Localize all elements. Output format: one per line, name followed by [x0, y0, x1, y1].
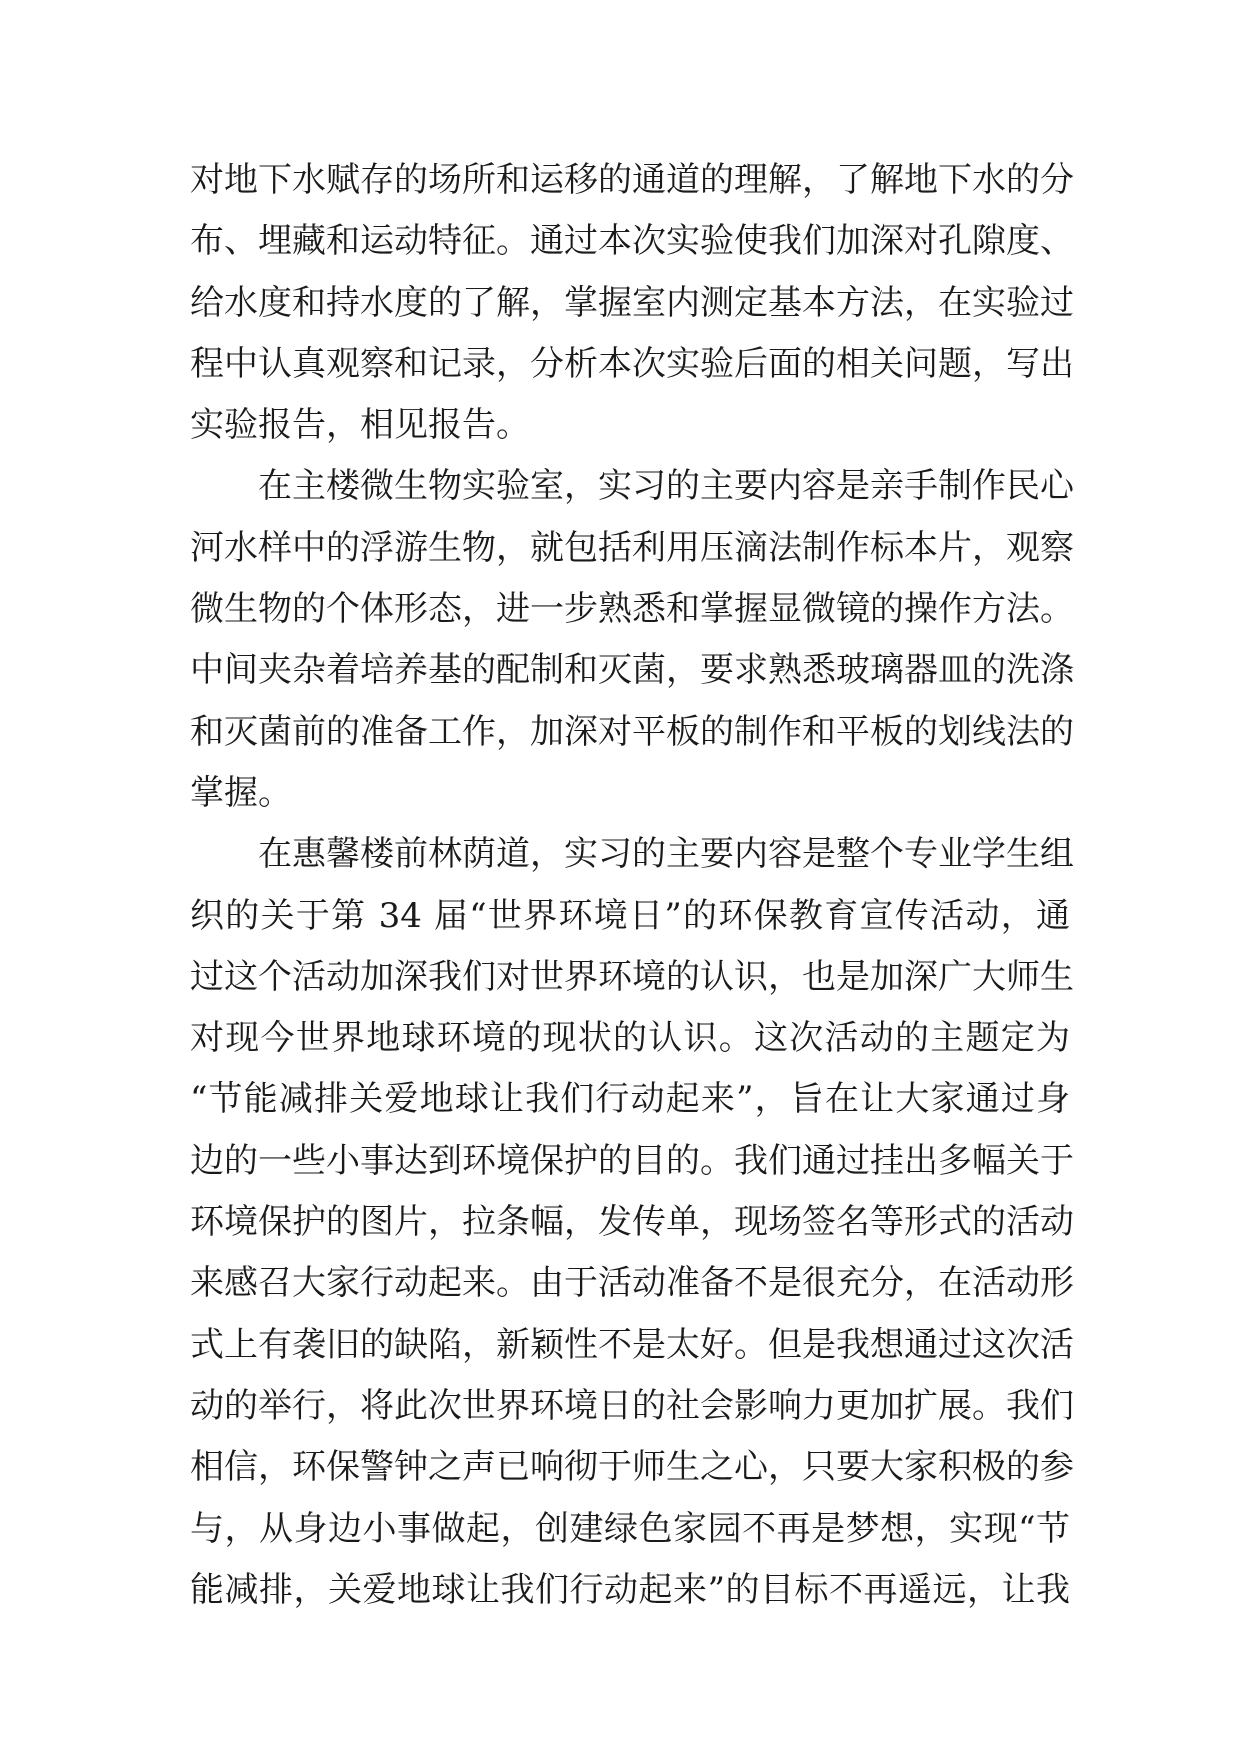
text-line: 边的一些小事达到环境保护的目的。我们通过挂出多幅关于	[190, 1140, 1074, 1181]
text-line: 中间夹杂着培养基的配制和灭菌，要求熟悉玻璃器皿的洗涤	[190, 650, 1074, 691]
text-line: 河水样中的浮游生物，就包括利用压滴法制作标本片，观察	[190, 527, 1074, 568]
text-line: 式上有袭旧的缺陷，新颖性不是太好。但是我想通过这次活	[190, 1324, 1074, 1365]
body-text	[190, 150, 1074, 1621]
text-line: 动的举行，将此次世界环境日的社会影响力更加扩展。我们	[190, 1385, 1074, 1426]
text-line: 给水度和持水度的了解，掌握室内测定基本方法，在实验过	[190, 282, 1074, 323]
text-line: 过这个活动加深我们对世界环境的认识，也是加深广大师生	[190, 956, 1074, 997]
text-line: 和灭菌前的准备工作，加深对平板的制作和平板的划线法的	[190, 711, 1074, 752]
text-line: 织的关于第 34 届“世界环境日”的环保教育宣传活动，通	[190, 895, 1070, 936]
text-line: 相信，环保警钟之声已响彻于师生之心，只要大家积极的参	[190, 1447, 1074, 1488]
text-line: 来感召大家行动起来。由于活动准备不是很充分，在活动形	[190, 1263, 1074, 1304]
text-line: 微生物的个体形态，进一步熟悉和掌握显微镜的操作方法。	[190, 589, 1074, 630]
text-line: 程中认真观察和记录，分析本次实验后面的相关问题，写出	[190, 343, 1074, 384]
paragraph-first-line: 在主楼微生物实验室，实习的主要内容是亲手制作民心	[258, 466, 1074, 507]
text-line: 对地下水赋存的场所和运移的通道的理解，了解地下水的分	[190, 160, 1074, 200]
text-line: 与，从身边小事做起，创建绿色家园不再是梦想，实现“节	[190, 1508, 1070, 1549]
text-line: 布、埋藏和运动特征。通过本次实验使我们加深对孔隙度、	[190, 221, 1074, 262]
text-line: 掌握。	[190, 772, 292, 813]
paragraph-first-line: 在惠馨楼前林荫道，实习的主要内容是整个专业学生组	[258, 834, 1074, 875]
text-line: “节能减排关爱地球让我们行动起来”，旨在让大家通过身	[190, 1079, 1070, 1120]
text-line: 能减排，关爱地球让我们行动起来”的目标不再遥远，让我	[190, 1569, 1070, 1610]
text-line: 对现今世界地球环境的现状的认识。这次活动的主题定为	[190, 1018, 1070, 1059]
text-line: 环境保护的图片，拉条幅，发传单，现场签名等形式的活动	[190, 1202, 1074, 1243]
text-line: 实验报告，相见报告。	[190, 405, 530, 446]
